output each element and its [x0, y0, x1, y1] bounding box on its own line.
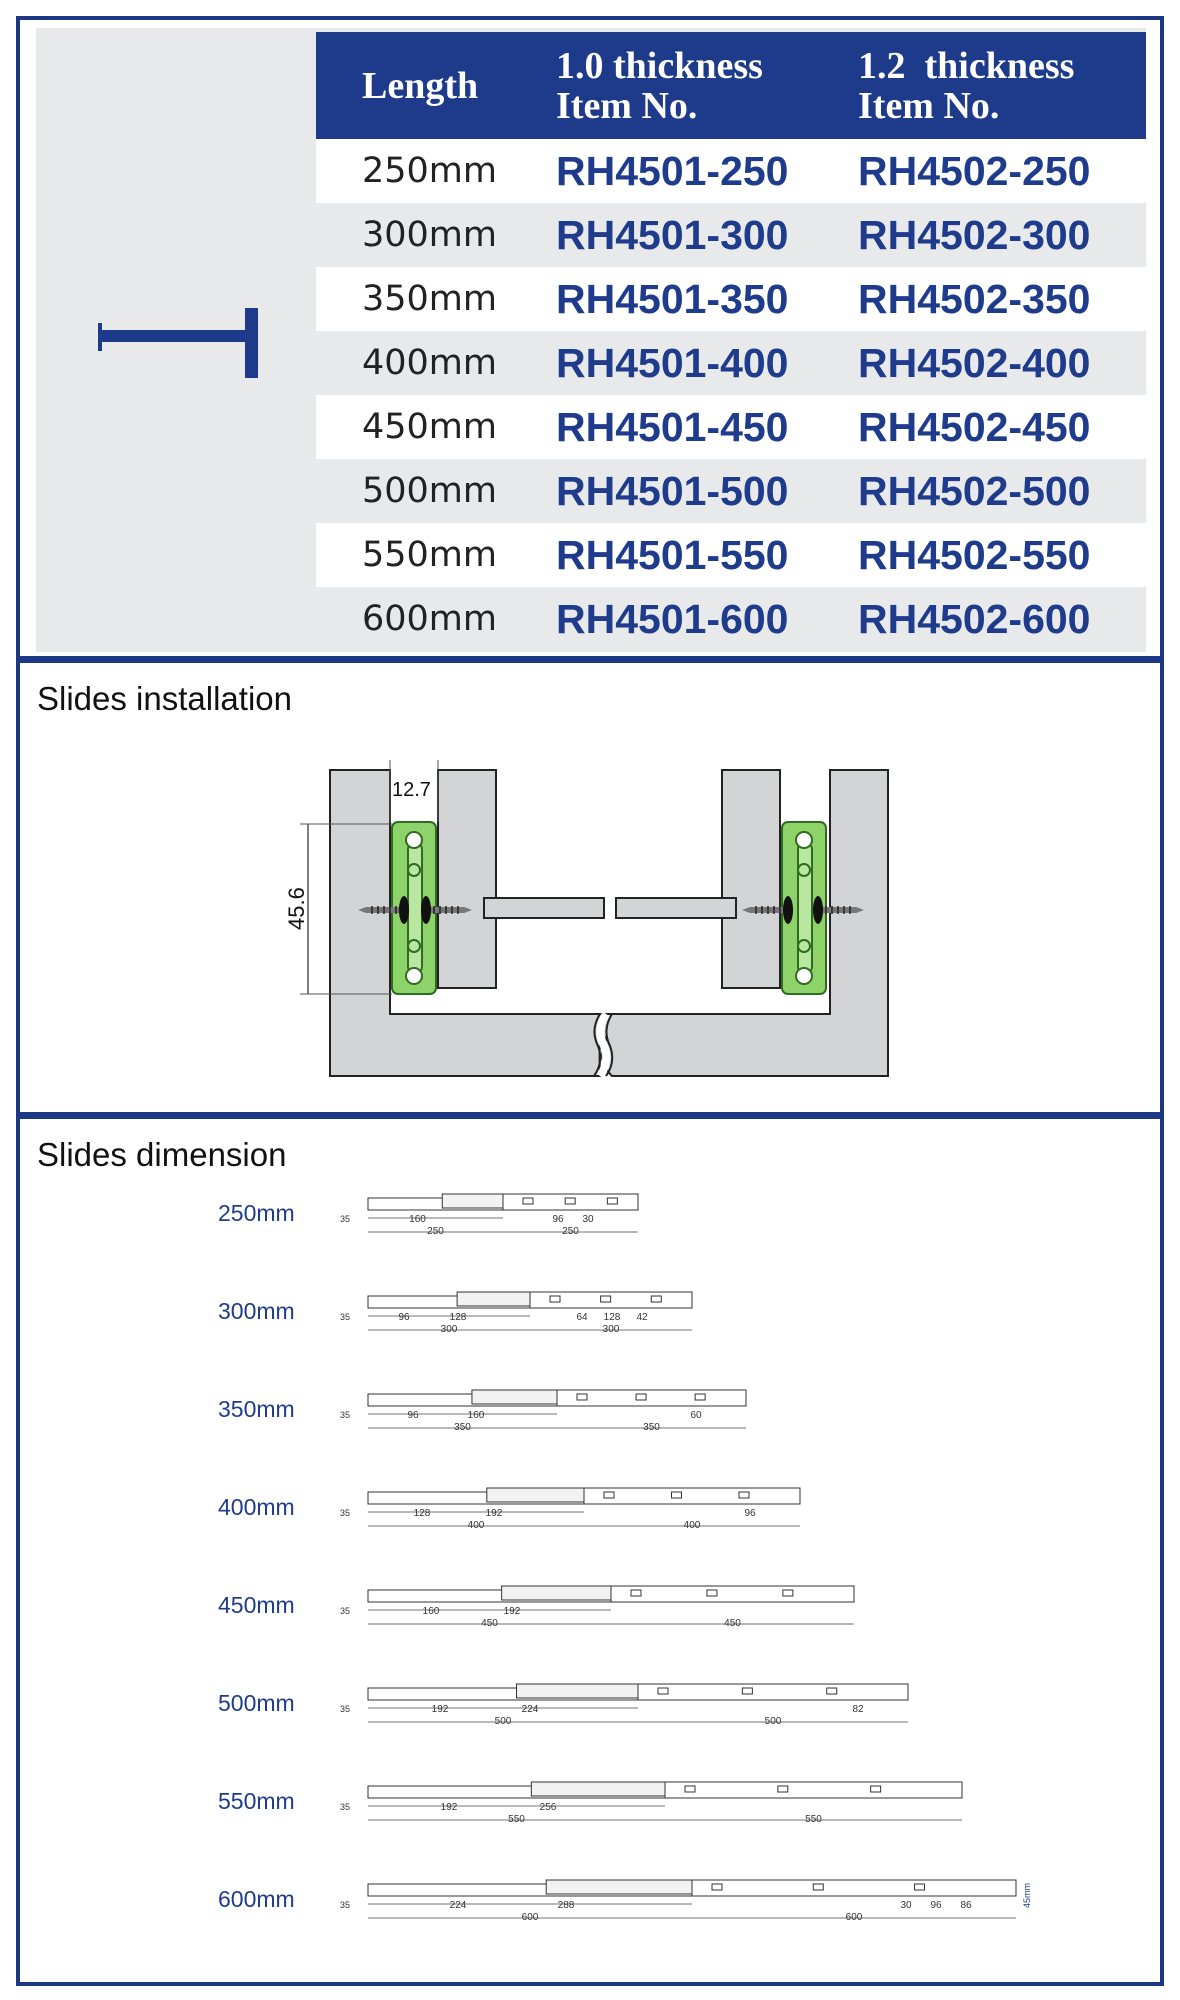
header-thickness-10: [556, 32, 858, 139]
dim-value-label: 42: [636, 1312, 648, 1323]
slide-middle-rail: [457, 1292, 530, 1306]
slide-middle-rail: [472, 1390, 557, 1404]
dim-value-label: 30: [900, 1900, 912, 1911]
dim-value-label: 86: [960, 1900, 972, 1911]
slide-middle-rail: [546, 1880, 692, 1894]
row-item-12: RH4502-400: [858, 339, 1091, 386]
dim-value-label: 96: [552, 1214, 564, 1225]
slide-side-label: 35: [340, 1508, 351, 1518]
dimension-length-label: 450mm: [218, 1592, 295, 1618]
dim-value-label: 160: [467, 1410, 485, 1421]
slide-side-label: 35: [340, 1312, 351, 1322]
dim-value-label: 250: [562, 1226, 579, 1237]
dimension-length-label: 350mm: [218, 1396, 295, 1422]
dim-value-label: 60: [690, 1410, 702, 1421]
row-item-10: RH4501-400: [556, 339, 789, 386]
slide-middle-rail: [531, 1782, 665, 1796]
row-item-12: RH4502-250: [858, 147, 1091, 194]
slide-outer-rail: [665, 1782, 962, 1798]
dim-value-label: 192: [503, 1606, 521, 1617]
dim-value-label: 550: [508, 1814, 525, 1825]
slide-profile-icon: [98, 308, 266, 388]
dimension-length-label: 600mm: [218, 1886, 295, 1912]
header-thickness-12: [858, 32, 1146, 139]
row-length: 250mm: [362, 151, 497, 191]
slide-middle-rail: [502, 1586, 611, 1600]
row-length: 450mm: [362, 407, 497, 447]
slide-outer-rail: [692, 1880, 1016, 1896]
dimension-length-label: 500mm: [218, 1690, 295, 1716]
dim-value-label: 192: [440, 1802, 458, 1813]
slide-side-label: 35: [340, 1214, 351, 1224]
slide-outer-rail: [584, 1488, 800, 1504]
dim-value-label: 96: [930, 1900, 942, 1911]
table-body: [316, 139, 1146, 651]
dimension-title: Slides dimension: [37, 1136, 287, 1173]
dim-value-label: 192: [431, 1704, 449, 1715]
dim-value-label: 160: [422, 1606, 440, 1617]
spec-table: [316, 32, 1146, 651]
row-item-10: RH4501-500: [556, 467, 789, 514]
dim-value-label: 128: [413, 1508, 431, 1519]
dimension-length-label: 400mm: [218, 1494, 295, 1520]
dim-value-label: 600: [845, 1912, 863, 1923]
section-divider: [16, 656, 1164, 663]
slide-side-label: 35: [340, 1606, 351, 1616]
slide-dimension-drawing: [340, 1388, 1040, 1478]
slide-side-label: 35: [340, 1802, 351, 1812]
table-row: [316, 587, 1146, 651]
row-length: 300mm: [362, 215, 497, 255]
dim-value-label: 550: [805, 1814, 822, 1825]
row-item-10: RH4501-250: [556, 147, 789, 194]
table-row: [316, 139, 1146, 203]
table-row: [316, 395, 1146, 459]
dim-value-label: 400: [467, 1520, 485, 1531]
slide-dimension-drawing: [340, 1192, 1040, 1282]
header-thickness-12-line1: 1.2 thickness: [858, 44, 1075, 87]
dim-height-label: 45.6: [284, 887, 309, 930]
row-length: 600mm: [362, 599, 497, 639]
dim-value-label: 160: [409, 1214, 426, 1225]
dim-value-label: 250: [427, 1226, 444, 1237]
table-row: [316, 203, 1146, 267]
dim-value-label: 300: [602, 1324, 620, 1335]
dim-value-label: 450: [724, 1618, 741, 1629]
dim-value-label: 64: [576, 1312, 588, 1323]
slide-dimension-drawing: [340, 1486, 1040, 1576]
dim-gap-label: 12.7: [392, 779, 431, 801]
dim-value-label: 96: [407, 1410, 419, 1421]
dim-value-label: 30: [582, 1214, 594, 1225]
dim-value-label: 128: [603, 1312, 621, 1323]
row-item-12: RH4502-500: [858, 467, 1091, 514]
table-row: [316, 331, 1146, 395]
header-thickness-10-line2: Item No.: [556, 84, 698, 127]
slide-outer-rail: [638, 1684, 908, 1700]
dim-value-label: 224: [521, 1704, 539, 1715]
row-item-10: RH4501-300: [556, 211, 789, 258]
dim-value-label: 288: [557, 1900, 575, 1911]
row-length: 350mm: [362, 279, 497, 319]
table-row: [316, 523, 1146, 587]
row-item-10: RH4501-350: [556, 275, 789, 322]
dim-value-label: 500: [764, 1716, 782, 1727]
spec-table-section: [36, 28, 1146, 652]
table-row: [316, 459, 1146, 523]
slide-middle-rail: [517, 1684, 639, 1698]
dim-value-label: 192: [485, 1508, 503, 1519]
table-row: [316, 267, 1146, 331]
row-item-12: RH4502-450: [858, 403, 1091, 450]
dimension-length-label: 300mm: [218, 1298, 295, 1324]
slide-dimension-drawing: [340, 1290, 1040, 1380]
dim-value-label: 256: [539, 1802, 557, 1813]
installation-diagram: [0, 730, 1180, 1130]
row-length: 550mm: [362, 535, 497, 575]
slide-outer-rail: [557, 1390, 746, 1406]
slide-middle-rail: [442, 1194, 503, 1208]
dim-value-label: 350: [454, 1422, 471, 1433]
row-item-10: RH4501-550: [556, 531, 789, 578]
slide-dimension-drawing: [340, 1878, 1040, 1968]
row-item-10: RH4501-450: [556, 403, 789, 450]
dim-value-label: 300: [440, 1324, 458, 1335]
dim-value-label: 96: [398, 1312, 410, 1323]
row-item-12: RH4502-350: [858, 275, 1091, 322]
row-item-12: RH4502-300: [858, 211, 1091, 258]
dim-value-label: 500: [494, 1716, 512, 1727]
row-length: 500mm: [362, 471, 497, 511]
section-divider: [16, 1112, 1164, 1119]
dimension-length-label: 550mm: [218, 1788, 295, 1814]
table-header: [316, 32, 1146, 139]
slide-side-label: 35: [340, 1900, 351, 1910]
dim-value-label: 82: [852, 1704, 864, 1715]
header-length: Length: [362, 64, 479, 107]
dim-value-label: 224: [449, 1900, 467, 1911]
dim-value-label: 400: [683, 1520, 701, 1531]
slide-side-label: 35: [340, 1704, 351, 1714]
slide-outer-rail: [611, 1586, 854, 1602]
slide-dimension-drawing: [340, 1780, 1040, 1870]
dim-value-label: 600: [521, 1912, 539, 1923]
installation-title: Slides installation: [37, 680, 292, 717]
header-thickness-12-line2: Item No.: [858, 84, 1000, 127]
dim-value-label: 350: [643, 1422, 660, 1433]
row-item-12: RH4502-600: [858, 595, 1091, 642]
dimension-length-label: 250mm: [218, 1200, 295, 1226]
dim-value-label: 450: [481, 1618, 498, 1629]
dim-value-label: 128: [449, 1312, 467, 1323]
slide-height-label: 45mm: [1022, 1882, 1032, 1908]
row-item-10: RH4501-600: [556, 595, 789, 642]
header-thickness-10-line1: 1.0 thickness: [556, 44, 763, 87]
row-item-12: RH4502-550: [858, 531, 1091, 578]
slide-dimension-drawing: [340, 1682, 1040, 1772]
row-length: 400mm: [362, 343, 497, 383]
slide-middle-rail: [487, 1488, 584, 1502]
slide-dimension-drawing: [340, 1584, 1040, 1674]
dim-value-label: 96: [744, 1508, 756, 1519]
slide-side-label: 35: [340, 1410, 351, 1420]
